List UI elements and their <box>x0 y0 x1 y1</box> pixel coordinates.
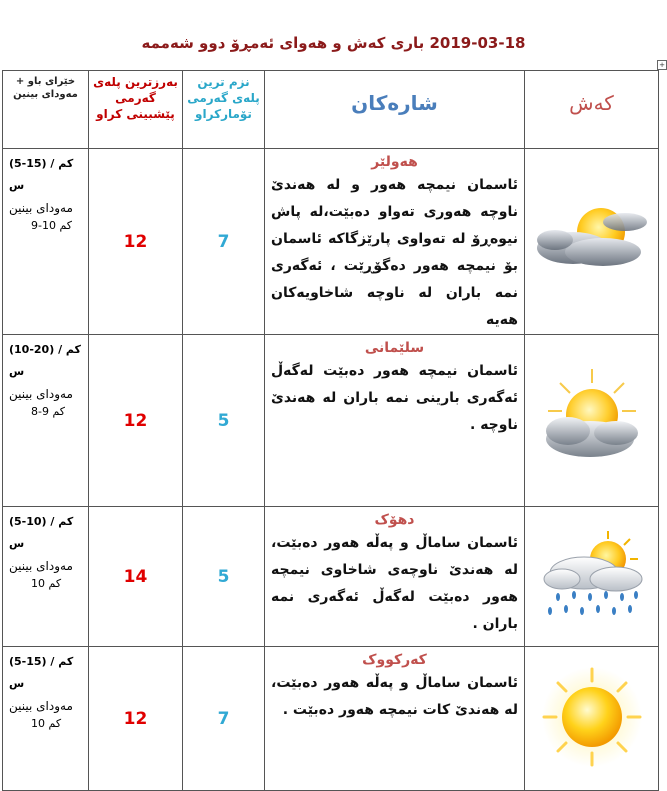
sun-cloud-rain-icon <box>536 527 648 623</box>
wind-cell <box>3 647 89 791</box>
page-title <box>0 34 667 52</box>
visibility-km: 8-9 کم <box>31 405 66 418</box>
min-temp: 5 <box>183 507 265 647</box>
forecast-cell <box>265 149 525 335</box>
header-row <box>3 71 659 149</box>
min-temp: 7 <box>183 149 265 335</box>
sun-icon <box>540 665 644 769</box>
weather-table <box>2 70 659 791</box>
table-row <box>3 335 659 507</box>
visibility-km: 10 کم <box>31 717 62 730</box>
visibility-km: 10 کم <box>31 577 62 590</box>
header-max-temp <box>89 71 183 149</box>
forecast-text: ئاسمان ساماڵ و پەڵە هەور دەبێت، لە هەندێ کات نیمچە هەور دەبێت . <box>271 675 518 718</box>
max-temp: 12 <box>89 647 183 791</box>
max-temp: 12 <box>89 149 183 335</box>
max-temp: 14 <box>89 507 183 647</box>
wind-cell <box>3 507 89 647</box>
min-temp: 7 <box>183 647 265 791</box>
table-row <box>3 647 659 791</box>
header-weather-label: کەش <box>569 90 614 115</box>
visibility-label: مەودای بینین <box>9 699 73 713</box>
visibility-km: 9-10 کم <box>31 219 73 232</box>
title-date: 2019-03-18 <box>429 34 526 52</box>
table-move-handle[interactable]: + <box>657 60 667 70</box>
city-name: کەرکووک <box>362 652 427 668</box>
cloud-sun-icon <box>530 359 654 479</box>
min-temp: 5 <box>183 335 265 507</box>
header-max-temp-label: بەرزترین پلەی گەرمی پێشبینی کراو <box>93 75 178 121</box>
table-row <box>3 507 659 647</box>
weather-icon-cell <box>525 335 659 507</box>
wind-speed: (5-10) کم /س <box>9 515 74 550</box>
forecast-cell <box>265 507 525 647</box>
city-name: دهۆک <box>374 512 415 528</box>
wind-cell <box>3 335 89 507</box>
forecast-text: ئاسمان نیمچە هەور و لە هەندێ ناوچە هەوری تەواو دەبێت،لە پاش نیوەڕۆ لە تەواوی پارێزگاکە ئاسمان بۆ نیمچە هەور دەگۆڕێت ، ئەگەری نمە باران لە ناوچە شاخاویەکان هەیە <box>271 177 518 328</box>
header-min-temp-label: نزم ترین پلەی گەرمی تۆمارکراو <box>187 75 260 121</box>
forecast-text: ئاسمان نیمچە هەور دەبێت لەگەڵ ئەگەری بارینی نمە باران لە هەندێ ناوچە . <box>271 363 518 433</box>
forecast-text: ئاسمان ساماڵ و پەڵە هەور دەبێت، لە هەندێ ناوچەی شاخاوی نیمچە هەور دەبێت لەگەڵ ئەگەری نمە باران . <box>271 535 518 632</box>
header-city-label: شارەکان <box>351 90 438 115</box>
visibility-label: مەودای بینین <box>9 201 73 215</box>
wind-cell <box>3 149 89 335</box>
header-weather <box>525 71 659 149</box>
weather-icon-cell <box>525 647 659 791</box>
wind-speed: (5-15) کم /س <box>9 655 74 690</box>
table-row <box>3 149 659 335</box>
wind-speed: (5-15) کم /س <box>9 157 74 192</box>
visibility-label: مەودای بینین <box>9 559 73 573</box>
header-min-temp <box>183 71 265 149</box>
wind-speed: (10-20) کم /س <box>9 343 81 378</box>
weather-icon-cell <box>525 507 659 647</box>
header-wind <box>3 71 89 149</box>
max-temp: 12 <box>89 335 183 507</box>
cloud-sun-icon <box>533 200 651 280</box>
header-city <box>265 71 525 149</box>
forecast-cell <box>265 647 525 791</box>
city-name: سلێمانی <box>364 340 425 356</box>
forecast-cell <box>265 335 525 507</box>
weather-icon-cell <box>525 149 659 335</box>
header-wind-label: خێرای باو + مەودای بینین <box>13 76 78 100</box>
city-name: هەولێر <box>371 154 418 170</box>
title-text: باری کەش و هەوای ئەمڕۆ دوو شەممە <box>141 34 425 52</box>
visibility-label: مەودای بینین <box>9 387 73 401</box>
